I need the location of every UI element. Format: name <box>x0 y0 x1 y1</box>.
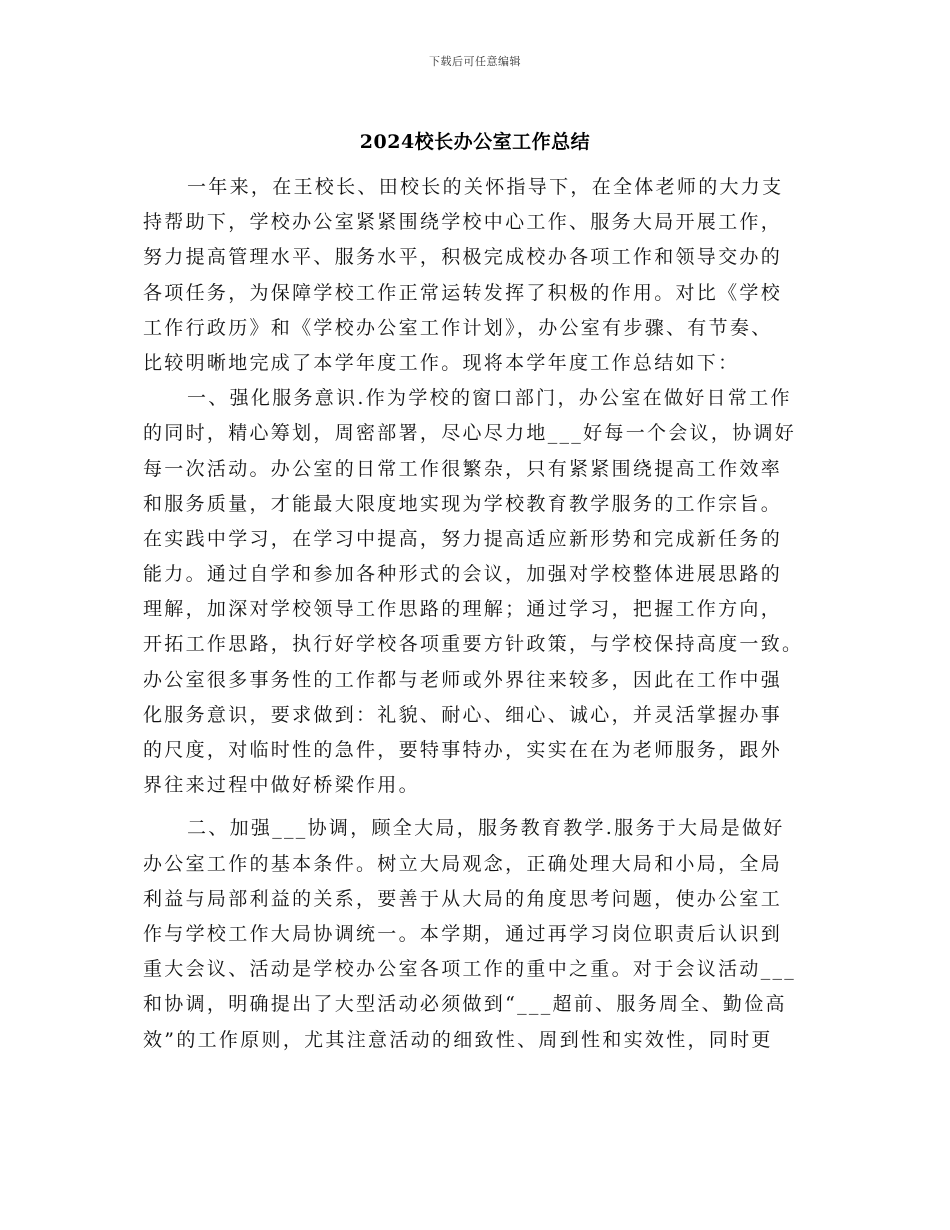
text-line: 持帮助下，学校办公室紧紧围绕学校中心工作、服务大局开展工作， <box>143 211 783 234</box>
text-line: 效”的工作原则，尤其注意活动的细致性、周到性和实效性，同时更 <box>143 1028 773 1051</box>
text-line: 的同时，精心筹划，周密部署，尽心尽力地___好每一个会议，协调好 <box>143 422 797 445</box>
text-line: 理解，加深对学校领导工作思路的理解；通过学习，把握工作方向， <box>143 598 783 621</box>
text-line: 每一次活动。办公室的日常工作很繁杂，只有紧紧围绕提高工作效率 <box>143 457 783 480</box>
paragraph-intro <box>143 170 809 381</box>
document-body <box>143 170 809 1058</box>
text-line: 一、强化服务意识.作为学校的窗口部门，办公室在做好日常工作 <box>187 387 792 410</box>
text-line: 各项任务，为保障学校工作正常运转发挥了积极的作用。对比《学校 <box>143 281 783 304</box>
text-line: 作与学校工作大局协调统一。本学期，通过再学习岗位职责后认识到 <box>143 922 783 945</box>
text-line: 办公室工作的基本条件。树立大局观念，正确处理大局和小局，全局 <box>143 852 783 875</box>
paragraph-spacer <box>143 803 809 811</box>
text-line: 工作行政历》和《学校办公室工作计划》，办公室有步骤、有节奏、 <box>143 316 773 339</box>
text-line: 利益与局部利益的关系，要善于从大局的角度思考问题，使办公室工 <box>143 887 783 910</box>
text-line: 重大会议、活动是学校办公室各项工作的重中之重。对于会议活动___ <box>143 958 797 981</box>
text-line: 化服务意识，要求做到：礼貌、耐心、细心、诚心，并灵活掌握办事 <box>143 703 783 726</box>
text-line: 二、加强___协调，顾全大局，服务教育教学.服务于大局是做好 <box>187 817 785 840</box>
paragraph-section-one <box>143 381 809 803</box>
text-line: 的尺度，对临时性的急件，要特事特办，实实在在为老师服务，跟外 <box>143 739 783 761</box>
header-note: 下载后可任意编辑 <box>429 55 521 68</box>
text-line: 界往来过程中做好桥梁作用。 <box>143 774 420 797</box>
text-line: 在实践中学习，在学习中提高，努力提高适应新形势和完成新任务的 <box>143 527 783 550</box>
text-line: 能力。通过自学和参加各种形式的会议，加强对学校整体进展思路的 <box>143 563 783 586</box>
text-line: 和服务质量，才能最大限度地实现为学校教育教学服务的工作宗旨。 <box>143 492 783 515</box>
text-line: 比较明晰地完成了本学年度工作。现将本学年度工作总结如下： <box>143 351 740 374</box>
text-line: 和协调，明确提出了大型活动必须做到“___超前、服务周全、勤俭高 <box>143 993 787 1016</box>
document-title: 2024校长办公室工作总结 <box>359 131 591 153</box>
paragraph-section-two <box>143 811 809 1057</box>
text-line: 办公室很多事务性的工作都与老师或外界往来较多，因此在工作中强 <box>143 668 783 691</box>
text-line: 开拓工作思路，执行好学校各项重要方针政策，与学校保持高度一致。 <box>143 633 804 656</box>
text-line: 一年来，在王校长、田校长的关怀指导下，在全体老师的大力支 <box>187 176 784 198</box>
text-line: 努力提高管理水平、服务水平，积极完成校办各项工作和领导交办的 <box>143 246 783 269</box>
